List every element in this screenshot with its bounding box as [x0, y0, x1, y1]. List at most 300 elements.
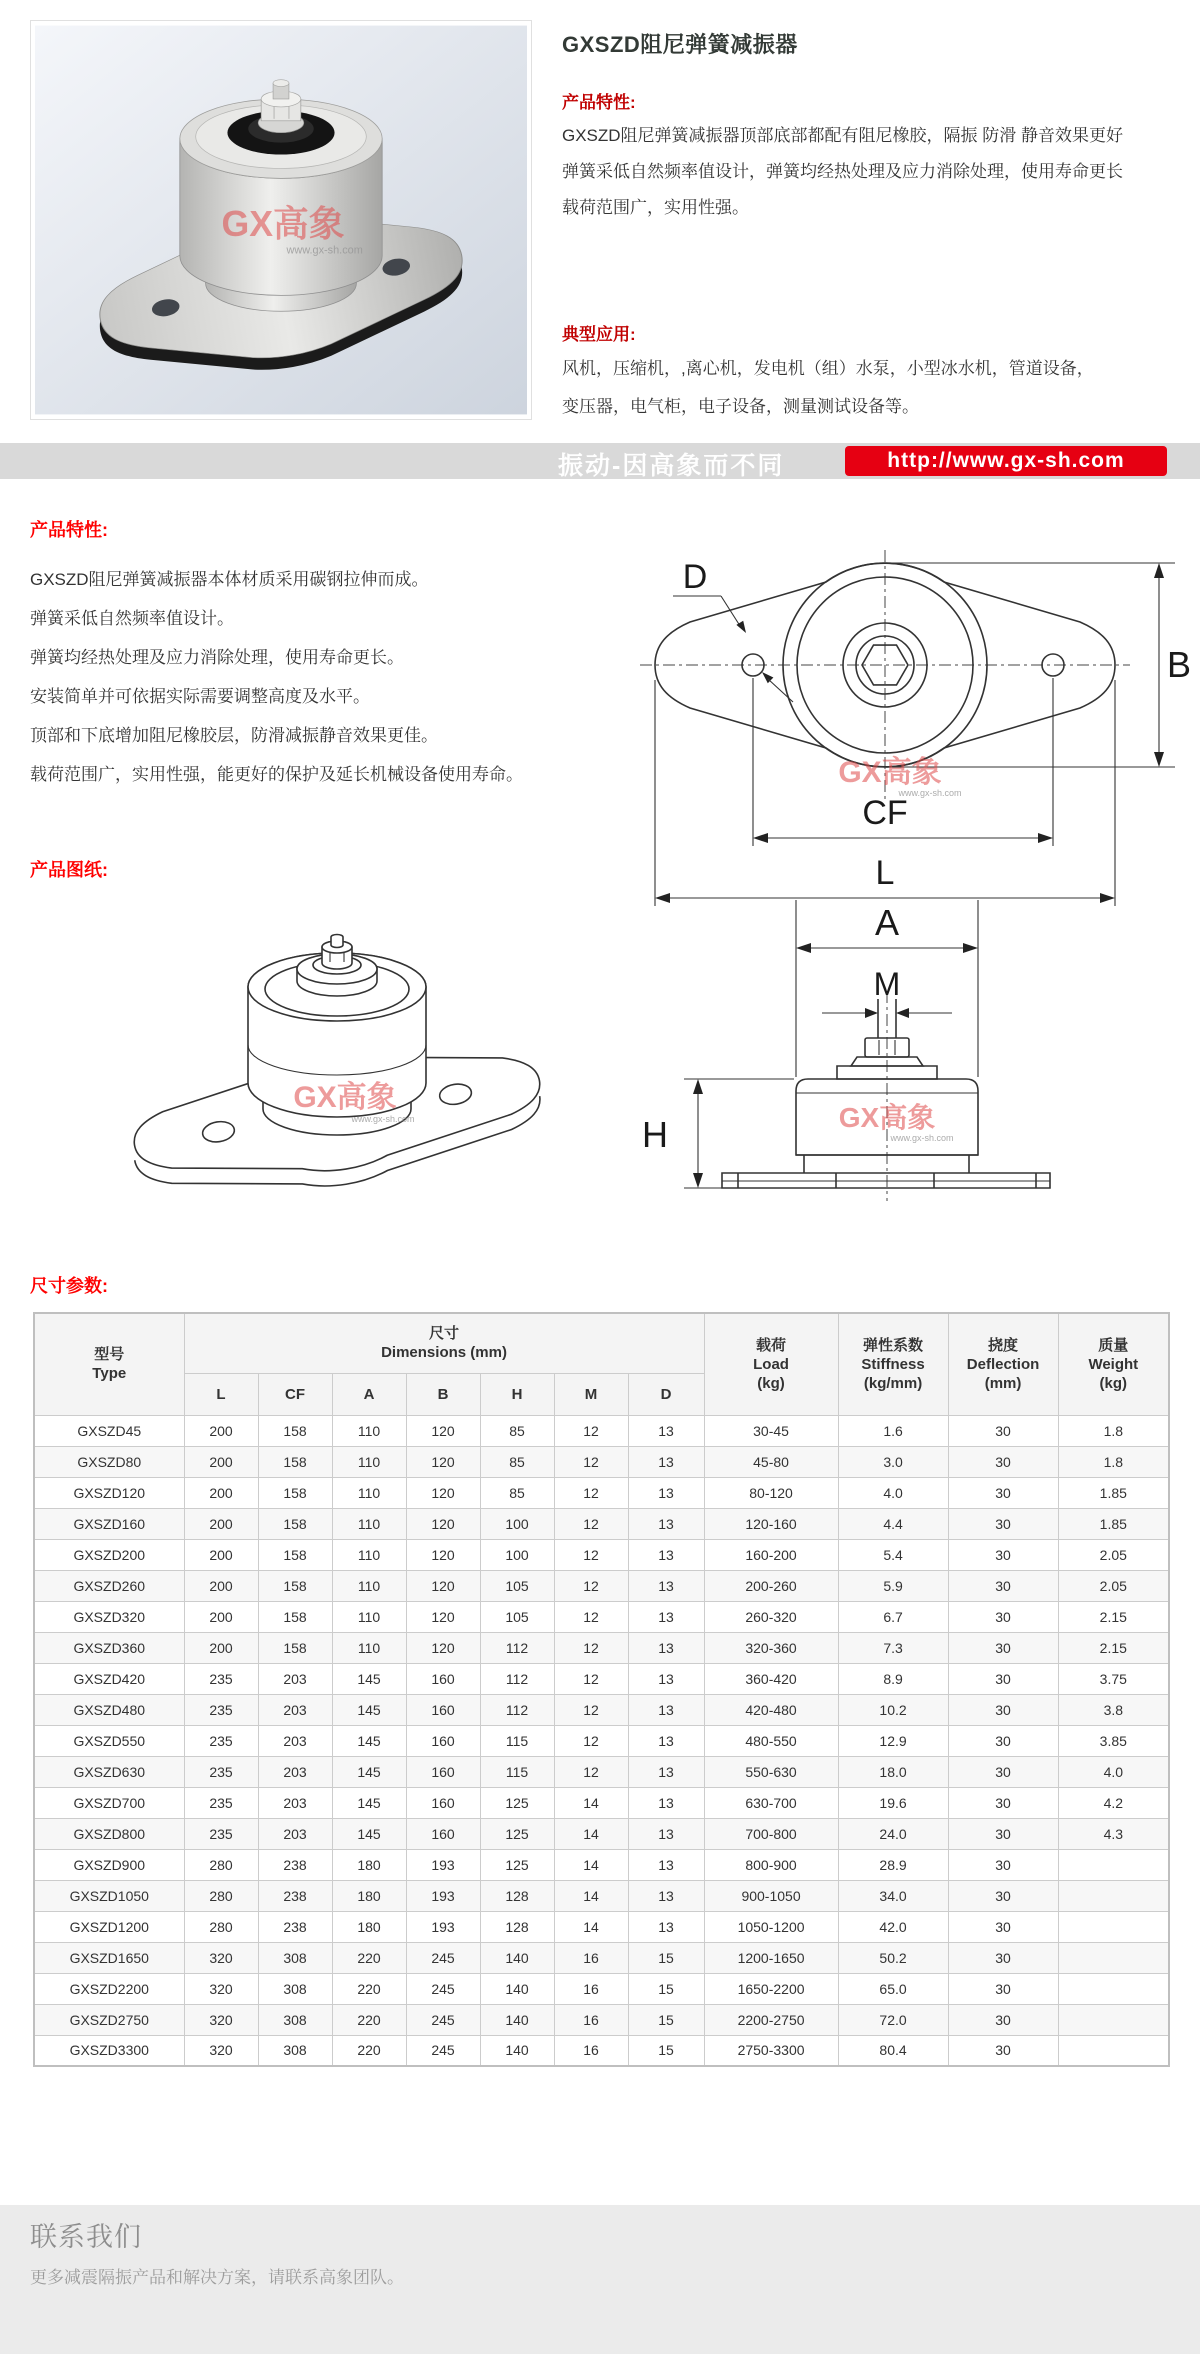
- table-cell: [1058, 2004, 1169, 2035]
- table-cell: 110: [332, 1601, 406, 1632]
- table-cell: 112: [480, 1694, 554, 1725]
- table-row: [34, 1911, 1169, 1942]
- table-cell: 42.0: [838, 1911, 948, 1942]
- table-header-cell: 载荷 Load (kg): [704, 1313, 838, 1415]
- table-cell: 12: [554, 1601, 628, 1632]
- dim-label-b: B: [1166, 644, 1192, 685]
- table-cell: 110: [332, 1415, 406, 1446]
- table-cell: 112: [480, 1663, 554, 1694]
- table-cell: 235: [184, 1725, 258, 1756]
- table-cell: 34.0: [838, 1880, 948, 1911]
- table-cell: 2.15: [1058, 1601, 1169, 1632]
- table-cell: 15: [628, 2004, 704, 2035]
- table-cell: 158: [258, 1632, 332, 1663]
- table-cell: 6.7: [838, 1601, 948, 1632]
- table-cell: 14: [554, 1818, 628, 1849]
- table-cell: 30: [948, 2004, 1058, 2035]
- table-cell: 160: [406, 1756, 480, 1787]
- table-cell: 235: [184, 1756, 258, 1787]
- table-cell: 100: [480, 1508, 554, 1539]
- table-cell: 160: [406, 1787, 480, 1818]
- table-cell: 4.2: [1058, 1787, 1169, 1818]
- table-cell: 15: [628, 2035, 704, 2066]
- table-cell: 30: [948, 1446, 1058, 1477]
- table-cell: 220: [332, 2035, 406, 2066]
- table-cell: 85: [480, 1415, 554, 1446]
- table-cell: 245: [406, 2004, 480, 2035]
- table-cell: [1058, 1911, 1169, 1942]
- table-cell: 235: [184, 1663, 258, 1694]
- table-cell: 308: [258, 1942, 332, 1973]
- table-cell: 14: [554, 1849, 628, 1880]
- table-cell: 110: [332, 1446, 406, 1477]
- table-cell: 2.15: [1058, 1632, 1169, 1663]
- table-cell: 12: [554, 1477, 628, 1508]
- table-cell: 30: [948, 1911, 1058, 1942]
- table-cell: 13: [628, 1911, 704, 1942]
- table-cell: 13: [628, 1570, 704, 1601]
- table-cell: 158: [258, 1446, 332, 1477]
- table-cell: 13: [628, 1725, 704, 1756]
- table-cell: 105: [480, 1601, 554, 1632]
- table-row: [34, 1663, 1169, 1694]
- table-cell: 158: [258, 1570, 332, 1601]
- banner-url-link[interactable]: http://www.gx-sh.com: [845, 446, 1167, 476]
- watermark-site: www.gx-sh.com: [898, 788, 962, 798]
- table-cell: 30-45: [704, 1415, 838, 1446]
- table-cell: 1.8: [1058, 1446, 1169, 1477]
- table-cell: 19.6: [838, 1787, 948, 1818]
- table-cell: 235: [184, 1694, 258, 1725]
- table-cell: 13: [628, 1415, 704, 1446]
- watermark-logo: GX高象: [838, 1102, 936, 1133]
- table-row: [34, 1570, 1169, 1601]
- table-cell: GXSZD45: [34, 1415, 184, 1446]
- table-row: [34, 1632, 1169, 1663]
- table-cell: 160: [406, 1694, 480, 1725]
- table-cell: GXSZD1050: [34, 1880, 184, 1911]
- table-cell: 193: [406, 1849, 480, 1880]
- contact-heading: 联系我们: [30, 2222, 142, 2252]
- table-cell: 13: [628, 1880, 704, 1911]
- table-cell: 160: [406, 1663, 480, 1694]
- table-cell: 80-120: [704, 1477, 838, 1508]
- table-cell: 245: [406, 2035, 480, 2066]
- table-cell: 12: [554, 1663, 628, 1694]
- table-header-cell: 型号 Type: [34, 1313, 184, 1415]
- table-cell: 30: [948, 1942, 1058, 1973]
- table-row: [34, 1880, 1169, 1911]
- table-cell: 160: [406, 1818, 480, 1849]
- table-cell: 203: [258, 1694, 332, 1725]
- table-cell: 125: [480, 1818, 554, 1849]
- table-cell: 320-360: [704, 1632, 838, 1663]
- table-cell: 115: [480, 1725, 554, 1756]
- table-cell: 2200-2750: [704, 2004, 838, 2035]
- table-cell: 12: [554, 1570, 628, 1601]
- table-cell: 30: [948, 1818, 1058, 1849]
- table-cell: 30: [948, 1477, 1058, 1508]
- table-cell: 220: [332, 1942, 406, 1973]
- table-cell: GXSZD480: [34, 1694, 184, 1725]
- table-cell: 145: [332, 1756, 406, 1787]
- table-cell: 16: [554, 1942, 628, 1973]
- table-cell: 4.4: [838, 1508, 948, 1539]
- table-cell: 160-200: [704, 1539, 838, 1570]
- table-cell: 13: [628, 1539, 704, 1570]
- table-row: [34, 1725, 1169, 1756]
- table-cell: 120: [406, 1632, 480, 1663]
- table-header-cell: 尺寸 Dimensions (mm): [184, 1313, 704, 1373]
- table-cell: 220: [332, 2004, 406, 2035]
- table-cell: 72.0: [838, 2004, 948, 2035]
- table-header-cell: 弹性系数 Stiffness (kg/mm): [838, 1313, 948, 1415]
- table-cell: 110: [332, 1508, 406, 1539]
- table-cell: 180: [332, 1880, 406, 1911]
- table-cell: [1058, 1942, 1169, 1973]
- table-cell: 30: [948, 1880, 1058, 1911]
- drawing-top-view: [635, 550, 1195, 910]
- drawing-front-view: [640, 895, 1180, 1205]
- dim-label-a: A: [874, 902, 900, 943]
- table-cell: 3.75: [1058, 1663, 1169, 1694]
- table-cell: 200: [184, 1446, 258, 1477]
- table-cell: GXSZD320: [34, 1601, 184, 1632]
- table-cell: 16: [554, 1973, 628, 2004]
- table-cell: 128: [480, 1911, 554, 1942]
- table-cell: 900-1050: [704, 1880, 838, 1911]
- table-cell: 320: [184, 2004, 258, 2035]
- table-cell: 8.9: [838, 1663, 948, 1694]
- table-cell: [1058, 1973, 1169, 2004]
- table-cell: 30: [948, 1570, 1058, 1601]
- table-header-cell: H: [480, 1373, 554, 1415]
- table-row: [34, 1539, 1169, 1570]
- table-cell: GXSZD630: [34, 1756, 184, 1787]
- table-cell: GXSZD900: [34, 1849, 184, 1880]
- table-cell: 5.4: [838, 1539, 948, 1570]
- table-cell: 235: [184, 1818, 258, 1849]
- table-header-cell: CF: [258, 1373, 332, 1415]
- table-cell: GXSZD80: [34, 1446, 184, 1477]
- watermark-logo: GX高象: [838, 756, 942, 789]
- table-cell: 18.0: [838, 1756, 948, 1787]
- table-cell: 30: [948, 1601, 1058, 1632]
- table-row: [34, 1477, 1169, 1508]
- table-row: [34, 1508, 1169, 1539]
- table-row: [34, 1601, 1169, 1632]
- table-header-cell: A: [332, 1373, 406, 1415]
- table-cell: GXSZD200: [34, 1539, 184, 1570]
- table-cell: 120: [406, 1508, 480, 1539]
- table-header-cell: D: [628, 1373, 704, 1415]
- table-cell: 120: [406, 1601, 480, 1632]
- table-cell: 12: [554, 1415, 628, 1446]
- table-cell: 158: [258, 1477, 332, 1508]
- table-cell: 16: [554, 2035, 628, 2066]
- table-cell: 550-630: [704, 1756, 838, 1787]
- dim-label-m: M: [873, 966, 901, 1002]
- table-cell: GXSZD2750: [34, 2004, 184, 2035]
- table-cell: 120: [406, 1477, 480, 1508]
- table-cell: GXSZD550: [34, 1725, 184, 1756]
- table-cell: 110: [332, 1632, 406, 1663]
- table-cell: 203: [258, 1756, 332, 1787]
- table-cell: 180: [332, 1911, 406, 1942]
- table-header-cell: 挠度 Deflection (mm): [948, 1313, 1058, 1415]
- table-cell: 245: [406, 1942, 480, 1973]
- table-cell: 13: [628, 1508, 704, 1539]
- table-cell: 110: [332, 1477, 406, 1508]
- table-cell: 200: [184, 1601, 258, 1632]
- table-cell: GXSZD260: [34, 1570, 184, 1601]
- table-cell: GXSZD360: [34, 1632, 184, 1663]
- table-cell: 120-160: [704, 1508, 838, 1539]
- table-cell: 145: [332, 1694, 406, 1725]
- application-line: 变压器，电气柜，电子设备，测量测试设备等。: [562, 397, 919, 416]
- table-cell: 1.85: [1058, 1508, 1169, 1539]
- table-cell: 15: [628, 1973, 704, 2004]
- feature-item: 弹簧均经热处理及应力消除处理，使用寿命更长。: [30, 648, 404, 667]
- table-row: [34, 1942, 1169, 1973]
- table-cell: 12: [554, 1539, 628, 1570]
- table-cell: 4.3: [1058, 1818, 1169, 1849]
- feature-item: GXSZD阻尼弹簧减振器本体材质采用碳钢拉伸而成。: [30, 570, 429, 589]
- table-cell: 125: [480, 1787, 554, 1818]
- table-cell: 30: [948, 1539, 1058, 1570]
- table-cell: GXSZD160: [34, 1508, 184, 1539]
- table-cell: GXSZD1650: [34, 1942, 184, 1973]
- table-cell: [1058, 1849, 1169, 1880]
- watermark-logo: GX高象: [221, 203, 345, 244]
- table-cell: 200: [184, 1570, 258, 1601]
- table-cell: 125: [480, 1849, 554, 1880]
- table-cell: 420-480: [704, 1694, 838, 1725]
- table-cell: 30: [948, 1725, 1058, 1756]
- table-cell: 700-800: [704, 1818, 838, 1849]
- table-cell: 2.05: [1058, 1539, 1169, 1570]
- table-cell: 160: [406, 1725, 480, 1756]
- table-cell: 320: [184, 1942, 258, 1973]
- table-cell: 3.8: [1058, 1694, 1169, 1725]
- dim-label-h: H: [642, 1114, 668, 1155]
- table-cell: 5.9: [838, 1570, 948, 1601]
- contact-text: 更多减震隔振产品和解决方案，请联系高象团队。: [30, 2268, 404, 2287]
- table-cell: 203: [258, 1663, 332, 1694]
- applications-paragraph: [562, 350, 1182, 426]
- features-list: [30, 560, 610, 794]
- table-cell: 308: [258, 1973, 332, 2004]
- table-cell: 13: [628, 1694, 704, 1725]
- table-cell: 200: [184, 1632, 258, 1663]
- table-cell: 13: [628, 1756, 704, 1787]
- table-row: [34, 1818, 1169, 1849]
- site-banner: [0, 443, 1200, 479]
- table-cell: 13: [628, 1632, 704, 1663]
- table-cell: 7.3: [838, 1632, 948, 1663]
- table-cell: 630-700: [704, 1787, 838, 1818]
- table-cell: 30: [948, 1663, 1058, 1694]
- table-cell: 4.0: [1058, 1756, 1169, 1787]
- table-cell: 193: [406, 1911, 480, 1942]
- table-cell: 1050-1200: [704, 1911, 838, 1942]
- table-cell: 14: [554, 1911, 628, 1942]
- table-row: [34, 1849, 1169, 1880]
- table-cell: 13: [628, 1663, 704, 1694]
- table-cell: 50.2: [838, 1942, 948, 1973]
- table-cell: [1058, 2035, 1169, 2066]
- table-cell: 28.9: [838, 1849, 948, 1880]
- table-cell: 13: [628, 1787, 704, 1818]
- table-cell: 145: [332, 1663, 406, 1694]
- table-cell: 12: [554, 1632, 628, 1663]
- table-cell: 235: [184, 1787, 258, 1818]
- table-cell: 1.8: [1058, 1415, 1169, 1446]
- table-cell: 238: [258, 1880, 332, 1911]
- table-row: [34, 1787, 1169, 1818]
- table-cell: 360-420: [704, 1663, 838, 1694]
- table-cell: 13: [628, 1477, 704, 1508]
- table-cell: GXSZD120: [34, 1477, 184, 1508]
- table-cell: 3.0: [838, 1446, 948, 1477]
- table-row: [34, 1415, 1169, 1446]
- table-cell: 30: [948, 1508, 1058, 1539]
- table-cell: 800-900: [704, 1849, 838, 1880]
- table-cell: GXSZD3300: [34, 2035, 184, 2066]
- table-cell: 16: [554, 2004, 628, 2035]
- table-cell: 1650-2200: [704, 1973, 838, 2004]
- feature-line: GXSZD阻尼弹簧减振器顶部底部都配有阻尼橡胶，隔振 防滑 静音效果更好: [562, 126, 1124, 145]
- dim-label-cf: CF: [862, 794, 908, 832]
- table-cell: 30: [948, 1849, 1058, 1880]
- table-cell: 12: [554, 1756, 628, 1787]
- table-cell: 12: [554, 1508, 628, 1539]
- table-cell: 320: [184, 1973, 258, 2004]
- table-cell: 110: [332, 1539, 406, 1570]
- table-cell: 100: [480, 1539, 554, 1570]
- table-cell: 13: [628, 1849, 704, 1880]
- table-cell: GXSZD700: [34, 1787, 184, 1818]
- table-cell: 112: [480, 1632, 554, 1663]
- table-cell: 120: [406, 1415, 480, 1446]
- table-cell: 280: [184, 1849, 258, 1880]
- table-cell: 280: [184, 1880, 258, 1911]
- table-cell: 1.85: [1058, 1477, 1169, 1508]
- table-row: [34, 2035, 1169, 2066]
- table-cell: 12: [554, 1694, 628, 1725]
- table-cell: 200-260: [704, 1570, 838, 1601]
- table-cell: GXSZD2200: [34, 1973, 184, 2004]
- table-cell: 140: [480, 1973, 554, 2004]
- table-cell: 140: [480, 1942, 554, 1973]
- table-cell: 308: [258, 2004, 332, 2035]
- table-cell: 145: [332, 1818, 406, 1849]
- watermark-site: www.gx-sh.com: [286, 244, 363, 257]
- table-cell: 140: [480, 2004, 554, 2035]
- feature-line: 弹簧采低自然频率值设计，弹簧均经热处理及应力消除处理，使用寿命更长: [562, 162, 1123, 181]
- table-cell: 85: [480, 1446, 554, 1477]
- table-cell: 105: [480, 1570, 554, 1601]
- table-cell: 30: [948, 1632, 1058, 1663]
- table-cell: 200: [184, 1539, 258, 1570]
- table-cell: 30: [948, 1787, 1058, 1818]
- table-cell: 30: [948, 1973, 1058, 2004]
- table-cell: 308: [258, 2035, 332, 2066]
- table-cell: 200: [184, 1508, 258, 1539]
- table-cell: 203: [258, 1818, 332, 1849]
- features-heading: 产品特性:: [562, 93, 636, 112]
- table-heading: 尺寸参数:: [30, 1276, 108, 1296]
- table-cell: 180: [332, 1849, 406, 1880]
- table-cell: 480-550: [704, 1725, 838, 1756]
- contact-footer: [0, 2205, 1200, 2354]
- feature-item: 弹簧采低自然频率值设计。: [30, 609, 234, 628]
- table-row: [34, 1973, 1169, 2004]
- table-cell: GXSZD420: [34, 1663, 184, 1694]
- table-cell: 158: [258, 1508, 332, 1539]
- table-cell: 12.9: [838, 1725, 948, 1756]
- table-cell: 115: [480, 1756, 554, 1787]
- table-cell: 14: [554, 1787, 628, 1818]
- table-cell: 30: [948, 1415, 1058, 1446]
- dimensions-table: [33, 1312, 1170, 2067]
- table-cell: 12: [554, 1446, 628, 1477]
- table-cell: 30: [948, 2035, 1058, 2066]
- table-cell: 158: [258, 1539, 332, 1570]
- table-cell: 128: [480, 1880, 554, 1911]
- table-cell: 110: [332, 1570, 406, 1601]
- table-header-cell: M: [554, 1373, 628, 1415]
- table-cell: 320: [184, 2035, 258, 2066]
- table-cell: 80.4: [838, 2035, 948, 2066]
- application-line: 风机，压缩机，,离心机，发电机（组）水泵，小型冰水机，管道设备，: [562, 359, 1094, 378]
- table-cell: 13: [628, 1818, 704, 1849]
- page-title: GXSZD阻尼弹簧减振器: [562, 32, 798, 57]
- feature-item: 安装简单并可依据实际需要调整高度及水平。: [30, 687, 370, 706]
- table-cell: 13: [628, 1446, 704, 1477]
- table-row: [34, 1756, 1169, 1787]
- applications-heading: 典型应用:: [562, 325, 636, 344]
- table-cell: 30: [948, 1756, 1058, 1787]
- table-header-cell: 质量 Weight (kg): [1058, 1313, 1169, 1415]
- table-cell: 13: [628, 1601, 704, 1632]
- table-cell: [1058, 1880, 1169, 1911]
- table-cell: 145: [332, 1725, 406, 1756]
- table-row: [34, 2004, 1169, 2035]
- table-cell: 193: [406, 1880, 480, 1911]
- dim-label-d: D: [682, 558, 708, 596]
- feature-item: 载荷范围广，实用性强，能更好的保护及延长机械设备使用寿命。: [30, 765, 523, 784]
- dim-label-l: L: [875, 854, 895, 892]
- table-cell: GXSZD1200: [34, 1911, 184, 1942]
- table-row: [34, 1694, 1169, 1725]
- table-cell: 1.6: [838, 1415, 948, 1446]
- table-cell: 65.0: [838, 1973, 948, 2004]
- table-header-cell: L: [184, 1373, 258, 1415]
- table-cell: 245: [406, 1973, 480, 2004]
- feature-item: 顶部和下底增加阻尼橡胶层，防滑减振静音效果更佳。: [30, 726, 438, 745]
- table-cell: 158: [258, 1601, 332, 1632]
- table-cell: 120: [406, 1446, 480, 1477]
- table-cell: 85: [480, 1477, 554, 1508]
- table-cell: 12: [554, 1725, 628, 1756]
- table-cell: 140: [480, 2035, 554, 2066]
- table-cell: 10.2: [838, 1694, 948, 1725]
- table-cell: 2.05: [1058, 1570, 1169, 1601]
- table-cell: 220: [332, 1973, 406, 2004]
- table-cell: 24.0: [838, 1818, 948, 1849]
- watermark-site: www.gx-sh.com: [351, 1114, 415, 1124]
